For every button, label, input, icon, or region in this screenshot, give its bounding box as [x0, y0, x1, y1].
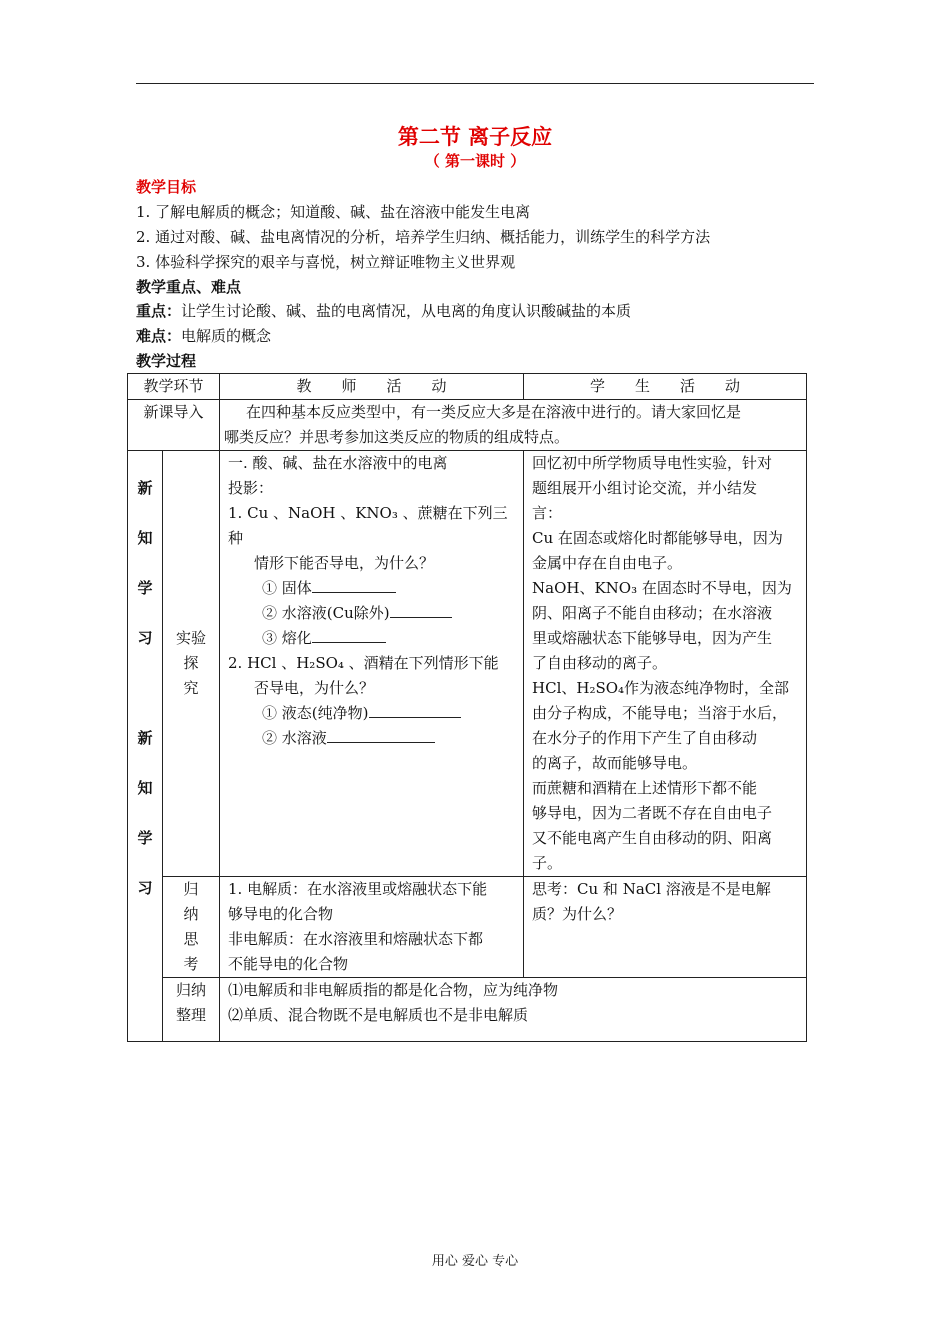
- table-row-experiment: [128, 451, 807, 877]
- option-text: ① 液态(纯净物): [262, 704, 369, 722]
- question-1-cont: 情形下能否导电，为什么？: [254, 554, 435, 572]
- table-header-row: [128, 374, 807, 400]
- objective-item-1: 1. 了解电解质的概念；知道酸、碱、盐在溶液中能发生电离: [136, 203, 531, 221]
- arrange-stage: [163, 978, 220, 1042]
- stage-text: 纳: [183, 905, 199, 923]
- student-line: 阴、阳离子不能自由移动；在水溶液: [532, 604, 773, 622]
- answer-blank: [369, 703, 461, 718]
- question-2: 2. HCl 、H₂SO₄ 、酒精在下列情形下能: [228, 654, 499, 672]
- header-student: 学 生 活 动: [524, 374, 807, 400]
- stage-text: 考: [183, 955, 199, 973]
- arrange-line: ⑵单质、混合物既不是电解质也不是非电解质: [228, 1006, 529, 1024]
- stage-text: 思: [183, 930, 199, 948]
- student-line: 又不能电离产生自由移动的阴、阳离: [532, 829, 773, 847]
- header-stage: 教学环节: [128, 374, 220, 400]
- q2-option-1: [228, 701, 519, 726]
- section-char: 新: [137, 729, 153, 747]
- student-line: 而蔗糖和酒精在上述情形下都不能: [532, 779, 758, 797]
- intro-content: [220, 400, 807, 451]
- answer-blank: [327, 728, 435, 743]
- page-footer: 用心 爱心 专心: [431, 1254, 519, 1269]
- intro-stage: 新课导入: [128, 400, 220, 451]
- intro-line-2: 哪类反应？并思考参加这类反应的物质的组成特点。: [224, 428, 570, 446]
- answer-blank: [312, 578, 396, 593]
- question-1: 1. Cu 、NaOH 、KNO₃ 、蔗糖在下列三种: [228, 504, 508, 547]
- student-line: 子。: [532, 854, 563, 872]
- stage-text: 归纳: [176, 981, 207, 999]
- difficult-point-text: 电解质的概念: [181, 327, 272, 345]
- section-char: 知: [137, 779, 153, 797]
- question-2-cont: 否导电，为什么？: [254, 679, 375, 697]
- difficult-point-label: 难点：: [136, 327, 182, 345]
- intro-line-1: 在四种基本反应类型中，有一类反应大多是在溶液中进行的。请大家回忆是: [246, 403, 742, 421]
- teacher-line: 不能导电的化合物: [228, 955, 349, 973]
- student-line: 由分子构成，不能导电；当溶于水后，: [532, 704, 788, 722]
- answer-blank: [390, 603, 452, 618]
- student-line: 回忆初中所学物质导电性实验，针对: [532, 454, 773, 472]
- teacher-heading: 一. 酸、碱、盐在水溶液中的电离: [228, 454, 448, 472]
- section-new-knowledge: [128, 451, 163, 1042]
- experiment-stage: [163, 451, 220, 877]
- process-heading: 教学过程: [136, 352, 197, 370]
- header-teacher: 教 师 活 动: [220, 374, 524, 400]
- summary-think-stage: [163, 877, 220, 978]
- header-rule: [136, 83, 814, 84]
- stage-text: 整理: [176, 1006, 207, 1024]
- summary-think-student: [524, 877, 807, 978]
- student-line: 题组展开小组讨论交流，并小结发: [532, 479, 758, 497]
- objectives-heading: 教学目标: [136, 178, 197, 196]
- q1-option-3: [228, 626, 519, 651]
- option-text: ① 固体: [262, 579, 312, 597]
- objective-item-2: 2. 通过对酸、碱、盐电离情况的分析，培养学生归纳、概括能力，训练学生的科学方法: [136, 228, 711, 246]
- section-char: 学: [137, 579, 153, 597]
- student-line: 质？为什么？: [532, 905, 623, 923]
- option-text: ② 水溶液: [262, 729, 327, 747]
- arrange-line: ⑴电解质和非电解质指的都是化合物，应为纯净物: [228, 981, 559, 999]
- stage-text: 归: [183, 880, 199, 898]
- stage-text: 探: [183, 654, 199, 672]
- section-char: 学: [137, 829, 153, 847]
- student-line: 里或熔融状态下能够导电，因为产生: [532, 629, 773, 647]
- student-line: 了自由移动的离子。: [532, 654, 668, 672]
- answer-blank: [312, 628, 386, 643]
- student-line: 在水分子的作用下产生了自由移动: [532, 729, 758, 747]
- student-line: 的离子，故而能够导电。: [532, 754, 698, 772]
- experiment-student: [524, 451, 807, 877]
- teacher-line: 非电解质：在水溶液里和熔融状态下都: [228, 930, 484, 948]
- summary-think-teacher: [220, 877, 524, 978]
- student-line: 金属中存在自由电子。: [532, 554, 683, 572]
- section-char: 新: [137, 479, 153, 497]
- arrange-content: [220, 978, 807, 1042]
- table-row-intro: [128, 400, 807, 451]
- stage-text: 究: [183, 679, 199, 697]
- projection-label: 投影：: [228, 479, 274, 497]
- page-title: 第二节 离子反应: [397, 125, 553, 149]
- student-line: NaOH、KNO₃ 在固态时不导电，因为: [532, 579, 792, 597]
- teacher-line: 1. 电解质：在水溶液里或熔融状态下能: [228, 880, 488, 898]
- stage-text: 实验: [176, 629, 207, 647]
- q2-option-2: [228, 726, 519, 751]
- teaching-process-table: [127, 373, 807, 1042]
- key-point: [136, 300, 631, 321]
- objective-item-3: 3. 体验科学探究的艰辛与喜悦，树立辩证唯物主义世界观: [136, 253, 516, 271]
- q1-option-2: [228, 601, 519, 626]
- option-text: ③ 熔化: [262, 629, 312, 647]
- section-char: 习: [137, 629, 153, 647]
- student-line: HCl、H₂SO₄作为液态纯净物时，全部: [532, 679, 790, 697]
- student-line: 够导电，因为二者既不存在自由电子: [532, 804, 773, 822]
- table-row-summary-think: [128, 877, 807, 978]
- section-char: 知: [137, 529, 153, 547]
- student-line: 思考：Cu 和 NaCl 溶液是不是电解: [532, 880, 771, 898]
- key-point-text: 让学生讨论酸、碱、盐的电离情况，从电离的角度认识酸碱盐的本质: [181, 302, 632, 320]
- difficult-point: [136, 325, 271, 346]
- option-text: ② 水溶液(Cu除外): [262, 604, 390, 622]
- key-point-label: 重点：: [136, 302, 182, 320]
- section-char: 习: [137, 879, 153, 897]
- keypoints-heading: 教学重点、难点: [136, 278, 242, 296]
- page-subtitle: （ 第一课时 ）: [424, 152, 526, 170]
- q1-option-1: [228, 576, 519, 601]
- teacher-line: 够导电的化合物: [228, 905, 334, 923]
- student-line: 言：: [532, 504, 563, 522]
- table-row-arrange: [128, 978, 807, 1042]
- student-line: Cu 在固态或熔化时都能够导电，因为: [532, 529, 783, 547]
- experiment-teacher: [220, 451, 524, 877]
